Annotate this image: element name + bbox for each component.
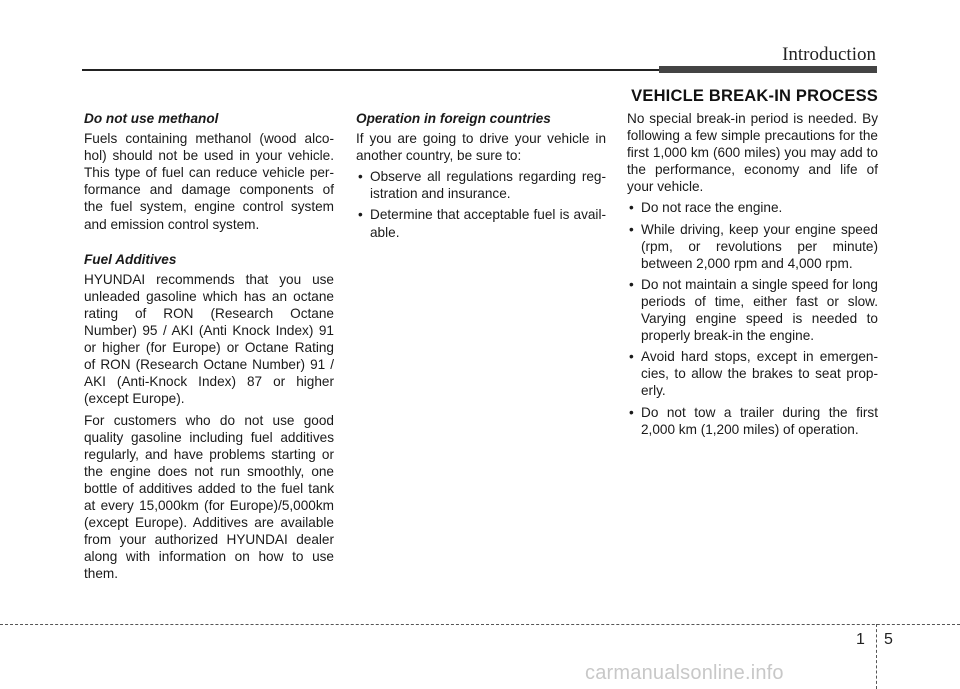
page-number-divider	[876, 624, 877, 689]
list-item: • Do not tow a trailer during the first 2,000 km (1,200 miles) of operation.	[627, 404, 878, 438]
break-in-intro: No special break-in period is needed. By following a few simple precautions for the first 1,000 km (600 miles) you may add to the performance, economy and life of your vehicle.	[627, 111, 878, 195]
footer-divider	[0, 624, 960, 625]
list-item: • Do not race the engine.	[627, 199, 878, 216]
fuel-additives-heading: Fuel Additives	[84, 251, 177, 267]
section-title: VEHICLE BREAK-IN PROCESS	[631, 87, 878, 105]
fuel-additives-paragraph-2: For customers who do not use good quality gasoline including fuel additives regularly, and have problems starting or the engine does not run smoothly, one bottle of additives added to the fuel tank at every 15,000km (for Europe)/5,000km (except Europe). Additives are available from your authorized HYUNDAI dealer along with information on how to use them.	[84, 412, 334, 582]
list-item: • While driving, keep your engine speed (rpm, or revolutions per minute) between 2,000 rpm and 4,000 rpm.	[627, 221, 878, 272]
middle-column	[356, 110, 606, 245]
break-in-list	[627, 199, 878, 437]
foreign-countries-heading: Operation in foreign countries	[356, 111, 551, 126]
methanol-paragraph: Fuels containing methanol (wood alco-hol) should not be used in your vehicle. This type of fuel can reduce vehicle per-formance and damage components of the fuel system, engine control system and emission control system.	[84, 131, 334, 232]
list-item: • Do not maintain a single speed for long periods of time, either fast or slow. Varying engine speed is needed to properly break-in the engine.	[627, 276, 878, 344]
left-column	[84, 110, 334, 586]
list-item: • Observe all regulations regarding reg-istration and insurance.	[356, 168, 606, 202]
foreign-countries-list	[356, 168, 606, 240]
fuel-additives-paragraph-1: HYUNDAI recommends that you use unleaded gasoline which has an octane rating of RON (Research Octane Number) 95 / AKI (Anti Knock Index) 91 or higher (for Europe) or Octane Rating of RON (Research Octane Number) 91 / AKI (Anti-Knock Index) 87 or higher (except Europe).	[84, 271, 334, 407]
watermark: carmanualsonline.info	[585, 662, 784, 684]
right-column	[627, 110, 878, 442]
list-item: • Determine that acceptable fuel is avail-able.	[356, 206, 606, 240]
chapter-number: 1	[856, 631, 865, 648]
chapter-header-title: Introduction	[782, 44, 876, 65]
header-rule-accent	[659, 66, 877, 73]
page-number: 5	[884, 631, 893, 648]
methanol-heading: Do not use methanol	[84, 111, 219, 126]
list-item: • Avoid hard stops, except in emergen-cies, to allow the brakes to seat prop-erly.	[627, 348, 878, 399]
header-rule	[82, 69, 662, 71]
foreign-countries-intro: If you are going to drive your vehicle in another country, be sure to:	[356, 131, 606, 164]
